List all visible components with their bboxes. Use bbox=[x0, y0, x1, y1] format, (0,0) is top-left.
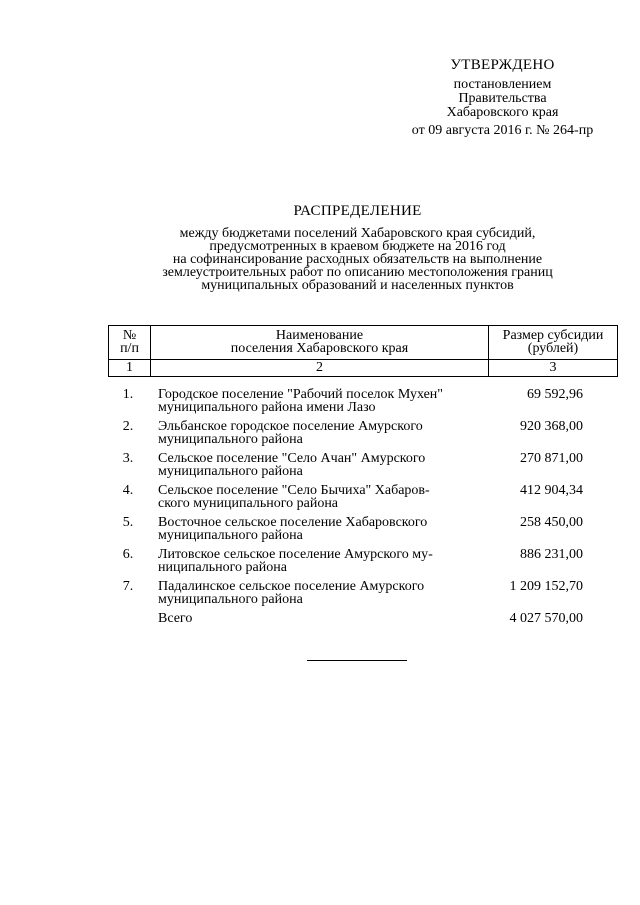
total-amount: 4 027 570,00 bbox=[509, 611, 583, 626]
header-num bbox=[109, 326, 151, 360]
subsidy-amount: 412 904,34 bbox=[520, 483, 583, 498]
total-row bbox=[108, 612, 613, 644]
header-text: п/п bbox=[120, 341, 139, 356]
subsidy-amount: 886 231,00 bbox=[520, 547, 583, 562]
name-line: муниципального района имени Лазо bbox=[158, 400, 376, 415]
column-number: 3 bbox=[489, 360, 618, 377]
header-text: поселения Хабаровского края bbox=[230, 341, 409, 356]
row-number: 5. bbox=[122, 515, 134, 530]
row-number: 3. bbox=[122, 451, 134, 466]
subtitle-line: предусмотренных в краевом бюджете на 2016 год bbox=[209, 239, 506, 254]
header-text: Размер субсидии bbox=[502, 328, 604, 343]
settlement-name bbox=[158, 580, 488, 606]
header-text: (рублей) bbox=[527, 341, 579, 356]
table-row bbox=[108, 548, 613, 580]
name-line: ниципального района bbox=[158, 560, 287, 575]
approval-line: Хабаровского края bbox=[446, 105, 559, 120]
name-line: Эльбанское городское поселение Амурского bbox=[158, 419, 423, 434]
name-line: Сельское поселение "Село Ачан" Амурского bbox=[158, 451, 426, 466]
header-text: № bbox=[122, 328, 137, 343]
header-row bbox=[109, 326, 618, 360]
settlement-name bbox=[158, 420, 488, 446]
approval-line: Правительства bbox=[458, 91, 547, 106]
approval-block bbox=[395, 58, 610, 138]
subtitle-line: землеустроительных работ по описанию местоположения границ bbox=[162, 265, 553, 280]
settlement-name bbox=[158, 516, 488, 542]
subtitle-line: на софинансирование расходных обязательств на выполнение bbox=[172, 252, 543, 267]
total-label: Всего bbox=[158, 611, 193, 626]
name-line: муниципального района bbox=[158, 592, 303, 607]
row-number: 6. bbox=[122, 547, 134, 562]
subsidy-amount: 920 368,00 bbox=[520, 419, 583, 434]
row-number: 2. bbox=[122, 419, 134, 434]
name-line: муниципального района bbox=[158, 528, 303, 543]
table-row bbox=[108, 484, 613, 516]
name-line: Литовское сельское поселение Амурского му- bbox=[158, 547, 433, 562]
document-title: РАСПРЕДЕЛЕНИЕ bbox=[293, 203, 422, 219]
header-amount bbox=[489, 326, 618, 360]
name-line: Городское поселение "Рабочий поселок Мухен" bbox=[158, 387, 444, 402]
approval-line: постановлением bbox=[453, 77, 552, 92]
name-line: муниципального района bbox=[158, 432, 303, 447]
column-number: 2 bbox=[151, 360, 489, 377]
subsidy-amount: 1 209 152,70 bbox=[509, 579, 583, 594]
subtitle-line: муниципальных образований и населенных пунктов bbox=[201, 278, 514, 293]
subsidy-amount: 258 450,00 bbox=[520, 515, 583, 530]
settlement-name bbox=[158, 484, 488, 510]
table-row bbox=[108, 516, 613, 548]
name-line: Падалинское сельское поселение Амурского bbox=[158, 579, 425, 594]
name-line: Восточное сельское поселение Хабаровского bbox=[158, 515, 428, 530]
settlement-name bbox=[158, 548, 488, 574]
header-name bbox=[151, 326, 489, 360]
approval-date: от 09 августа 2016 г. № 264-пр bbox=[411, 123, 594, 138]
distribution-table-header bbox=[108, 325, 618, 377]
column-number: 1 bbox=[109, 360, 151, 377]
table-row bbox=[108, 388, 613, 420]
table-row bbox=[108, 420, 613, 452]
approval-heading: УТВЕРЖДЕНО bbox=[450, 57, 555, 73]
settlement-name bbox=[158, 452, 488, 478]
row-number: 4. bbox=[122, 483, 134, 498]
name-line: ского муниципального района bbox=[158, 496, 339, 511]
name-line: Сельское поселение "Село Бычиха" Хабаров- bbox=[158, 483, 430, 498]
table-row bbox=[108, 580, 613, 612]
header-text: Наименование bbox=[275, 328, 364, 343]
subsidy-amount: 270 871,00 bbox=[520, 451, 583, 466]
row-number: 7. bbox=[122, 579, 134, 594]
table-row bbox=[108, 452, 613, 484]
column-number-row bbox=[109, 360, 618, 377]
row-number: 1. bbox=[122, 387, 134, 402]
subsidy-amount: 69 592,96 bbox=[527, 387, 583, 402]
document-title-block bbox=[80, 205, 635, 292]
name-line: муниципального района bbox=[158, 464, 303, 479]
end-divider bbox=[307, 660, 407, 661]
distribution-rows bbox=[108, 388, 613, 644]
subtitle-line: между бюджетами поселений Хабаровского края субсидий, bbox=[179, 226, 536, 241]
settlement-name bbox=[158, 388, 488, 414]
